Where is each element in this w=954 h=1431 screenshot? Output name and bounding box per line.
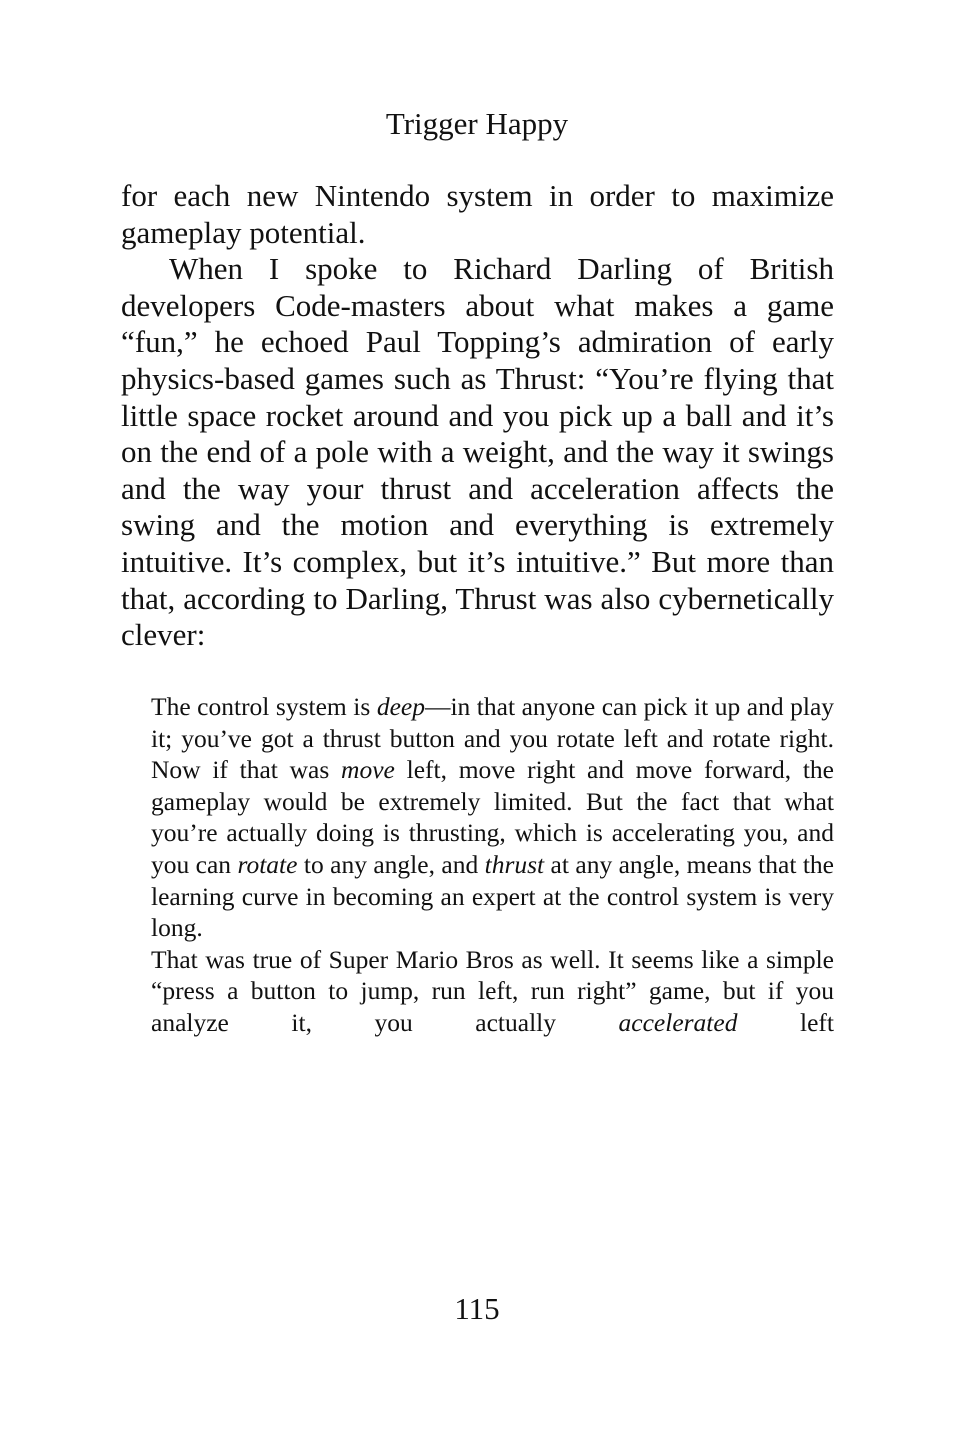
quote-paragraph-1 xyxy=(151,691,834,944)
paragraph-2: When I spoke to Richard Darling of British developers Code-masters about what makes a game “fun,” he echoed Paul Topping’s admiration of early physics-based games such as Thrust: “You’re flying that little space rocket around and you pick up a ball and it’s on the end of a pole with a weight, and the way it swings and the way your thrust and acceleration affects the swing and the motion and everything is extremely intuitive. It’s complex, but it’s intuitive.” But more than that, according to Darling, Thrust was also cybernetically clever: xyxy=(121,251,834,653)
paragraph-1: for each new Nintendo system in order to maximize gameplay potential. xyxy=(121,178,834,250)
quote-emphasis-deep: deep xyxy=(376,692,425,721)
quote-text: The control system is xyxy=(151,692,377,721)
quote-emphasis-accelerated: accelerated xyxy=(618,1007,738,1037)
block-quote xyxy=(151,691,834,1039)
quote-text: at any angle, means that the learning curve in becoming an expert at the control system is very long. xyxy=(151,849,834,943)
quote-text: —in that anyone can pick it up and play it; you’ve got a thrust button and you rotate left and rotate right. Now if that was xyxy=(151,692,835,785)
body-text xyxy=(121,178,834,654)
quote-emphasis-rotate: rotate xyxy=(237,849,298,879)
quote-emphasis-thrust: thrust xyxy=(484,849,545,879)
running-head: Trigger Happy xyxy=(385,106,569,141)
quote-text: to any angle, and xyxy=(297,849,485,879)
quote-text: left xyxy=(737,1007,834,1037)
quote-text: left, move right and move forward, the gameplay would be extremely limited. But the fact that what you’re actually doing is thrusting, which is accelerating you, and you can xyxy=(151,755,834,879)
page-number: 115 xyxy=(454,1291,500,1326)
quote-paragraph-2 xyxy=(151,944,834,1039)
quote-text: That was true of Super Mario Bros as well. It seems like a simple “press a button to jump, run left, run right” game, but if you analyze it, you actually xyxy=(151,944,834,1037)
quote-emphasis-move: move xyxy=(341,755,395,785)
